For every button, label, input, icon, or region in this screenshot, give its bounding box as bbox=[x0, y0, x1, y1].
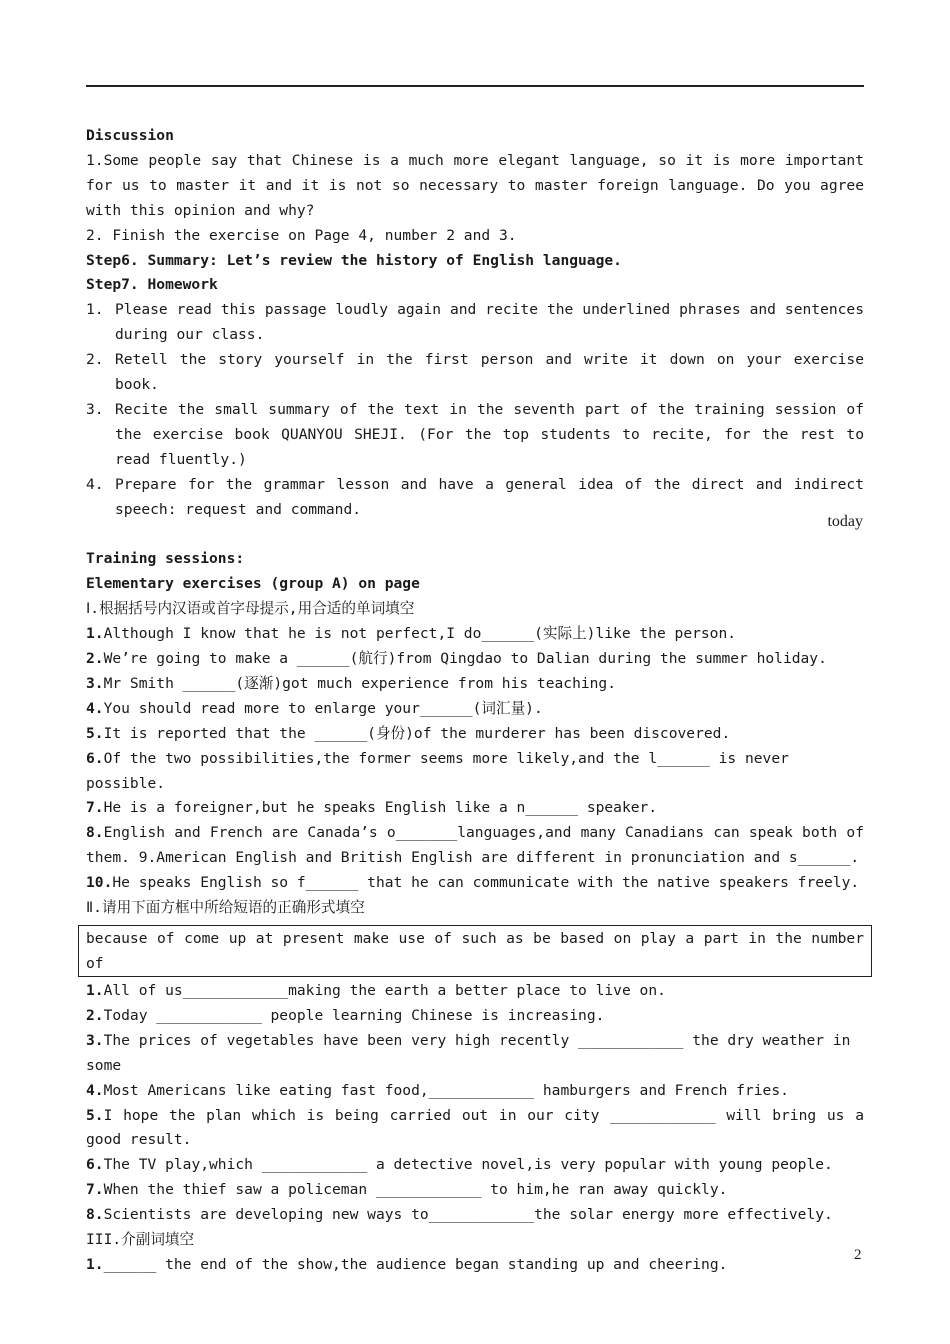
homework-text: Prepare for the grammar lesson and have a general idea of the direct and indirect speech: request and command. bbox=[115, 475, 864, 518]
exercise-item: 8.Scientists are developing new ways to____________the solar energy more effectively. bbox=[86, 1206, 833, 1224]
exercise-item: 10.He speaks English so f______ that he can communicate with the native speakers freely. bbox=[86, 874, 860, 892]
exercise-item: 7.When the thief saw a policeman ____________ to him,he ran away quickly. bbox=[86, 1181, 728, 1199]
exercise-item: 3.Mr Smith ______(逐渐)got much experience from his teaching. bbox=[86, 674, 617, 692]
elementary-exercises-heading: Elementary exercises (group A) on page bbox=[86, 575, 420, 593]
homework-number: 1. bbox=[86, 301, 104, 319]
part3-title: III.介副词填空 bbox=[86, 1231, 195, 1249]
page-number: 2 bbox=[854, 1247, 862, 1263]
step6-summary: Step6. Summary: Let’s review the history of English language. bbox=[86, 251, 622, 269]
part1-title: Ⅰ.根据括号内汉语或首字母提示,用合适的单词填空 bbox=[86, 600, 415, 618]
exercise-item: 2.We’re going to make a ______(航行)from Qingdao to Dalian during the summer holiday. bbox=[86, 650, 827, 668]
page-content bbox=[86, 124, 864, 1278]
exercise-item: 1.______ the end of the show,the audience began standing up and cheering. bbox=[86, 1255, 728, 1273]
spacer bbox=[86, 523, 864, 548]
exercise-item: 4.You should read more to enlarge your______(词汇量). bbox=[86, 699, 543, 717]
homework-number: 3. bbox=[86, 400, 104, 418]
today-label: today bbox=[827, 513, 863, 530]
exercise-item: 6.Of the two possibilities,the former seems more likely,and the l______ is never possible. bbox=[86, 749, 798, 792]
homework-text: Retell the story yourself in the first person and write it down on your exercise book. bbox=[115, 351, 864, 394]
exercise-item: 3.The prices of vegetables have been very high recently ____________ the dry weather in some bbox=[86, 1031, 860, 1074]
exercise-item: 4.Most Americans like eating fast food,____________ hamburgers and French fries. bbox=[86, 1081, 789, 1099]
discussion-question-2: 2. Finish the exercise on Page 4, number 2 and 3. bbox=[86, 226, 517, 244]
homework-item bbox=[86, 473, 864, 523]
exercise-item: 2.Today ____________ people learning Chinese is increasing. bbox=[86, 1006, 605, 1024]
exercise-item: 8.English and French are Canada’s o_______languages,and many Canadians can speak both of them. 9.American English and British English are different in pronunciation and s______. bbox=[86, 824, 864, 867]
exercise-item: 1.All of us____________making the earth a better place to live on. bbox=[86, 981, 666, 999]
homework-item bbox=[86, 298, 864, 348]
exercise-item: 5.I hope the plan which is being carried out in our city ____________ will bring us a good result. bbox=[86, 1106, 864, 1149]
homework-item bbox=[86, 398, 864, 473]
homework-text: Please read this passage loudly again and recite the underlined phrases and sentences during our class. bbox=[115, 301, 864, 344]
phrase-box: because of come up at present make use of such as be based on play a part in the number of bbox=[78, 925, 872, 977]
homework-number: 4. bbox=[86, 475, 104, 493]
exercise-item: 7.He is a foreigner,but he speaks English like a n______ speaker. bbox=[86, 799, 658, 817]
exercise-item: 1.Although I know that he is not perfect,I do______(实际上)like the person. bbox=[86, 625, 737, 643]
discussion-question-1: 1.Some people say that Chinese is a much more elegant language, so it is more important for us to master it and it is not so necessary to master foreign language. Do you agree with this opinion and why? bbox=[86, 151, 864, 219]
step7-heading: Step7. Homework bbox=[86, 276, 218, 294]
header-rule bbox=[86, 85, 864, 87]
homework-item bbox=[86, 348, 864, 398]
homework-text: Recite the small summary of the text in the seventh part of the training session of the exercise book QUANYOU SHEJI. (For the top students to recite, for the rest to read fluently.) bbox=[115, 400, 864, 468]
part2-title: Ⅱ.请用下面方框中所给短语的正确形式填空 bbox=[86, 899, 365, 917]
training-heading: Training sessions: bbox=[86, 550, 245, 568]
exercise-item: 6.The TV play,which ____________ a detective novel,is very popular with young people. bbox=[86, 1156, 833, 1174]
homework-number: 2. bbox=[86, 351, 104, 369]
discussion-heading: Discussion bbox=[86, 127, 174, 144]
exercise-item: 5.It is reported that the ______(身份)of the murderer has been discovered. bbox=[86, 724, 731, 742]
